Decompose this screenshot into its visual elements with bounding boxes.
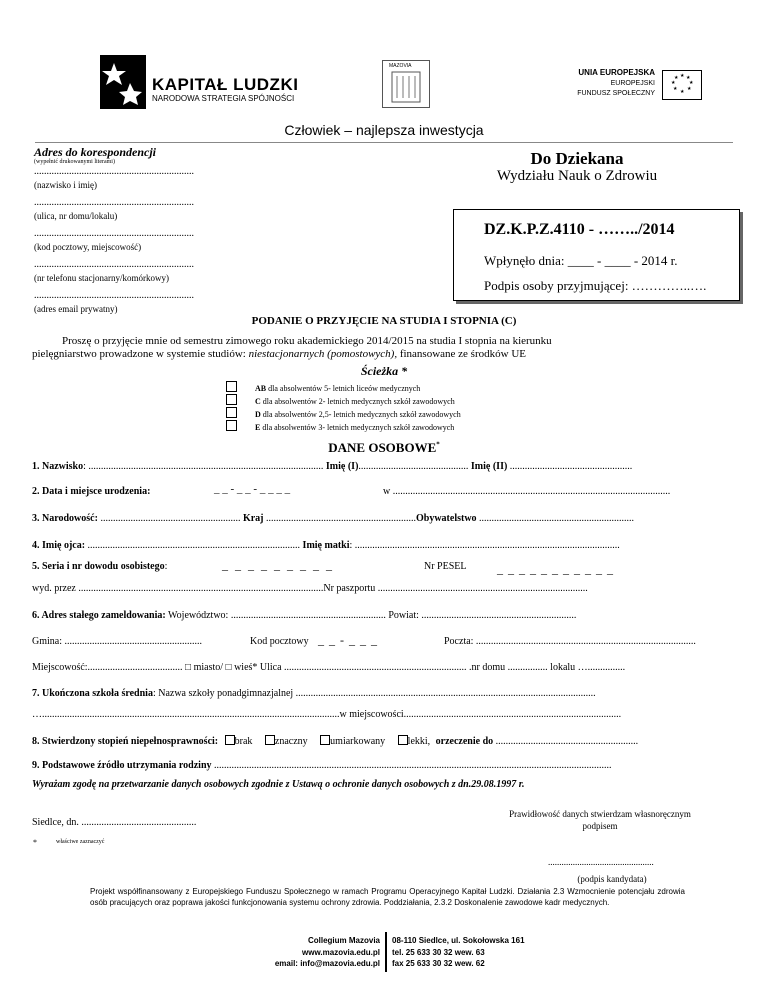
- address-title: Adres do korespondencji: [34, 145, 157, 159]
- consent-text: Wyrażam zgodę na przetwarzanie danych osobowych zgodnie z Ustawą o ochronie danych osobowych z dn.29.08.1997 r.: [32, 779, 525, 790]
- school-input[interactable]: : Nazwa szkoły ponadgimnazjalnej ........................................................................................................................: [152, 688, 596, 699]
- field-parents-row: [32, 540, 620, 551]
- id-card-input[interactable]: _ _ _ _ _ _ _ _ _: [222, 558, 334, 572]
- disability-moderate-checkbox[interactable]: [320, 735, 330, 745]
- fax-number: fax 25 633 30 32 wew. 62: [392, 959, 485, 968]
- first-name-label: Imię (I): [323, 461, 359, 472]
- postcode-input[interactable]: _ _ - _ _ _: [318, 633, 378, 647]
- address-field-phone: (nr telefonu stacjonarny/komórkowy): [34, 273, 169, 283]
- disability-mild-label: lekki,: [407, 736, 431, 747]
- candidate-signature-label: (podpis kandydata): [577, 874, 647, 884]
- mother-name-label: Imię matki: [302, 540, 350, 551]
- country-input[interactable]: ............................................................: [263, 513, 416, 524]
- disability-severe-checkbox[interactable]: [265, 735, 275, 745]
- field-school-row: [32, 688, 596, 699]
- address-field-postcode: (kod pocztowy, miejscowość): [34, 242, 142, 252]
- kapital-ludzki-logo: [100, 55, 320, 110]
- path-title: Ścieżka *: [360, 364, 408, 378]
- field-income-row: [32, 760, 612, 771]
- father-name-label: 4. Imię ojca:: [32, 540, 86, 551]
- pesel-input[interactable]: _ _ _ _ _ _ _ _ _ _ _: [497, 562, 614, 576]
- path-options: [226, 381, 461, 433]
- gmina-input[interactable]: Gmina: .......................................................: [32, 636, 202, 647]
- footnote-star: *: [33, 838, 37, 847]
- ue-logo: [530, 68, 730, 108]
- svg-text:★: ★: [674, 75, 679, 81]
- citizenship-input[interactable]: ..............................................................: [476, 513, 635, 524]
- post-office-input[interactable]: Poczta: ........................................................................................: [444, 636, 696, 647]
- request-line-2a: pielęgniarstwo prowadzone w systemie studiów:: [32, 348, 249, 360]
- birth-date-label: 2. Data i miejsce urodzenia:: [32, 486, 151, 497]
- email-link[interactable]: email: info@mazovia.edu.pl: [274, 959, 380, 968]
- ue-line2: EUROPEJSKI: [610, 80, 655, 87]
- request-line-2: [32, 348, 526, 360]
- footer-contact-left: [240, 935, 380, 970]
- received-date: Wpłynęło dnia: ____ - ____ - 2014 r.: [484, 253, 678, 268]
- father-name-input[interactable]: .....................................................................................: [85, 540, 301, 551]
- path-option-e[interactable]: E dla absolwentów 3- letnich medycznych szkół zawodowych: [226, 420, 461, 433]
- certificate-label: orzeczenie do: [435, 736, 494, 747]
- svg-text:★: ★: [689, 80, 694, 86]
- issued-by-passport-row[interactable]: wyd. przez ..................................................................................................Nr paszportu ....................................................................................: [32, 583, 588, 594]
- permanent-address-label: 6. Adres stałego zameldowania:: [32, 610, 166, 621]
- svg-text:★: ★: [687, 86, 692, 92]
- address-line-4[interactable]: ................................................................: [34, 259, 194, 270]
- office-stamp-box: [453, 209, 740, 301]
- disability-none-label: brak: [234, 736, 253, 747]
- svg-text:★: ★: [673, 86, 678, 92]
- slogan: Człowiek – najlepsza inwestycja: [284, 122, 484, 138]
- address-line-1[interactable]: ................................................................: [34, 166, 194, 177]
- first-name-input[interactable]: ............................................: [358, 461, 469, 472]
- locality-street-row[interactable]: Miejscowość:...................................... □ miasto/ □ wieś* Ulica ......................................................................... .nr domu ................ lokalu …...............: [32, 662, 626, 673]
- path-checkbox-ab[interactable]: [226, 381, 237, 392]
- voivodeship-district-input[interactable]: Województwo: .............................................................. Powiat: ..............................................................: [165, 610, 577, 621]
- field-nationality-row: [32, 513, 634, 524]
- path-checkbox-c[interactable]: [226, 394, 237, 405]
- personal-data-title: DANE OSOBOWE*: [328, 440, 440, 455]
- project-note: Projekt współfinansowany z Europejskiego Funduszu Społecznego w ramach Programu Operacyjnego Kapitał Ludzki. Działania 2.3 Wzmocnienie potencjału zdrowia osób pracujących oraz poprawa jakości funkcjonowania systemu ochrony zdrowia. Poddziałania, 2.3.2 Doskonalenie zawodowe kadr medycznych.: [90, 887, 685, 907]
- kapital-ludzki-emblem-icon: [100, 55, 146, 109]
- footer-contact-right: [392, 935, 525, 970]
- address-line-3[interactable]: ................................................................: [34, 228, 194, 239]
- school-label: 7. Ukończona szkoła średnia: [32, 688, 153, 699]
- field-disability-row: [32, 735, 638, 747]
- nationality-label: 3. Narodowość:: [32, 513, 98, 524]
- second-name-label: Imię (II): [468, 461, 508, 472]
- mazovia-emblem-icon: [391, 71, 421, 103]
- correctness-line-1: Prawidłowość danych stwierdzam własnoręcznym: [509, 809, 691, 819]
- second-name-input[interactable]: .................................................: [507, 461, 633, 472]
- birth-place-input[interactable]: w ...............................................................................................................: [383, 486, 671, 497]
- id-card-label: 5. Seria i nr dowodu osobistego:: [32, 561, 168, 572]
- candidate-signature-line[interactable]: ...............................................: [548, 857, 654, 867]
- path-option-d[interactable]: D dla absolwentów 2,5- letnich medycznych szkół zawodowych: [226, 407, 461, 420]
- postal-address: 08-110 Siedlce, ul. Sokołowska 161: [392, 936, 525, 945]
- svg-text:★: ★: [680, 89, 685, 95]
- path-option-c[interactable]: C dla absolwentów 2- letnich medycznych szkół zawodowych: [226, 394, 461, 407]
- kl-title: KAPITAŁ LUDZKI: [152, 75, 299, 94]
- address-hint: (wypełnić drukowanymi literami): [34, 159, 115, 165]
- mazovia-label: MAZOVIA: [389, 63, 412, 69]
- kl-subtitle: NARODOWA STRATEGIA SPÓJNOŚCI: [152, 94, 295, 103]
- correctness-statement: [480, 808, 720, 832]
- school-location-row[interactable]: ….......................................................................................................................w miejscowości.......................................................................................: [32, 709, 622, 720]
- svg-text:★: ★: [671, 80, 676, 86]
- svg-text:★: ★: [686, 75, 691, 81]
- case-number: DZ.K.P.Z.4110 - ……../2014: [484, 221, 675, 238]
- ue-title: UNIA EUROPEJSKA: [578, 68, 655, 77]
- pesel-label: Nr PESEL: [424, 561, 467, 572]
- country-label: Kraj: [242, 513, 264, 524]
- disability-severe-label: znaczny: [274, 736, 308, 747]
- surname-label: 1. Nazwisko: [32, 461, 84, 472]
- path-checkbox-d[interactable]: [226, 407, 237, 418]
- path-checkbox-e[interactable]: [226, 420, 237, 431]
- path-option-ab[interactable]: AB dla absolwentów 5- letnich liceów medycznych: [226, 381, 461, 394]
- footnote-text: właściwe zaznaczyć: [56, 839, 105, 845]
- svg-text:★: ★: [680, 73, 685, 79]
- correctness-line-2: podpisem: [582, 821, 618, 831]
- footer-divider: [385, 932, 387, 972]
- postcode-label: Kod pocztowy: [250, 636, 309, 647]
- org-name: Collegium Mazovia: [307, 936, 380, 945]
- field-surname-row: [32, 461, 632, 472]
- field-gmina-row: [32, 636, 202, 647]
- recipient-title: Do Dziekana: [530, 149, 624, 168]
- recipient-faculty: Wydziału Nauk o Zdrowiu: [496, 168, 658, 184]
- address-field-street: (ulica, nr domu/lokalu): [34, 211, 118, 221]
- phone-number: tel. 25 633 30 32 wew. 63: [392, 947, 485, 957]
- certificate-input[interactable]: .........................................................: [493, 736, 639, 747]
- eu-flag-icon: [662, 70, 702, 100]
- request-line-2c: finansowane ze środków UE: [397, 348, 526, 360]
- field-address-row: [32, 610, 576, 621]
- request-line-1: Proszę o przyjęcie mnie od semestru zimowego roku akademickiego 2014/2015 na studia I stopnia na kierunku: [62, 335, 552, 347]
- receiver-signature: Podpis osoby przyjmującej: …………..….: [484, 278, 707, 293]
- address-line-5[interactable]: ................................................................: [34, 290, 194, 301]
- study-mode: niestacjonarnych (pomostowych),: [248, 348, 398, 360]
- disability-mild-checkbox[interactable]: [398, 735, 408, 745]
- website-link[interactable]: www.mazovia.edu.pl: [302, 947, 380, 957]
- address-field-email: (adres email prywatny): [34, 304, 118, 314]
- mazovia-logo: [382, 60, 430, 108]
- disability-label: 8. Stwierdzony stopień niepełnosprawności:: [32, 736, 219, 747]
- header-rule: [35, 142, 733, 143]
- disability-none-checkbox[interactable]: [225, 735, 235, 745]
- mother-name-input[interactable]: : ..........................................................................................................: [349, 540, 620, 551]
- income-input[interactable]: ...............................................................................................................................................................: [211, 760, 612, 771]
- income-label: 9. Podstawowe źródło utrzymania rodziny: [32, 760, 212, 771]
- nationality-input[interactable]: ........................................................: [97, 513, 241, 524]
- disability-moderate-label: umiarkowany: [330, 736, 386, 747]
- address-field-name: (nazwisko i imię): [34, 180, 97, 190]
- citizenship-label: Obywatelstwo: [415, 513, 477, 524]
- ue-line3: FUNDUSZ SPOŁECZNY: [577, 90, 655, 97]
- surname-input[interactable]: : ..............................................................................................: [83, 461, 324, 472]
- place-date-input[interactable]: Siedlce, dn. ..............................................: [32, 817, 197, 828]
- address-line-2[interactable]: ................................................................: [34, 197, 194, 208]
- form-title: PODANIE O PRZYJĘCIE NA STUDIA I STOPNIA (C): [251, 315, 517, 327]
- birth-date-input[interactable]: _ _ - _ _ - _ _ _ _: [214, 483, 291, 495]
